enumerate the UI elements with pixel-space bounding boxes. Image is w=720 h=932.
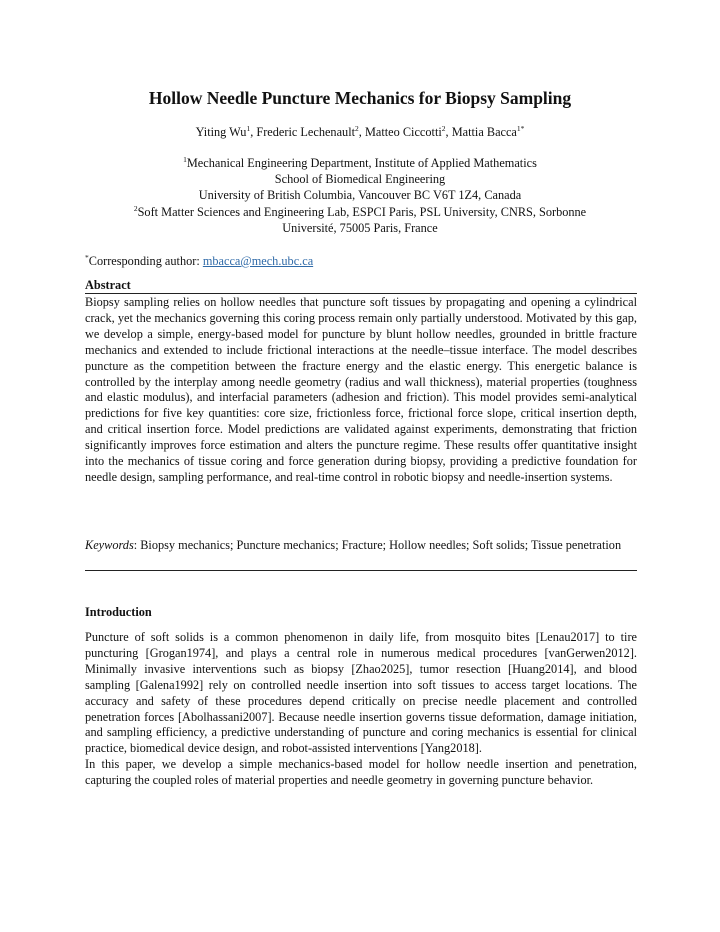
affiliation-1-line-1: $^1$Mechanical Engineering Department, Institute of Applied Mathematics xyxy=(183,154,537,170)
author-name: Mattia Bacca xyxy=(451,125,517,139)
author-affiliation-mark: 1 xyxy=(246,123,251,133)
affiliations xyxy=(60,155,660,236)
introduction-heading: Introduction xyxy=(85,605,152,619)
introduction-paragraph: Puncture of soft solids is a common phenomenon in daily life, from mosquito bites [Lenau2017] to tire puncturing [Grogan1974], and plays a central role in numerous medical procedures [vanGerwen2012]. Minimally invasive interventions such as biopsy [Zhao2025], tumor resection [Huang2014], and blood sampling [Galena1992] rely on controlled needle insertion into soft tissues to access target locations. The accuracy and safety of these procedures depend critically on precise needle placement and controlled penetration forces [Abolhassani2007]. Because needle insertion governs tissue deformation, damage initiation, and sampling efficiency, a predictive understanding of puncture and coring mechanics is essential for clinical practice, biomedical device design, and robot-assisted interventions [Yang2018]. xyxy=(85,630,637,756)
abstract-heading: Abstract xyxy=(85,278,131,292)
abstract-top-rule xyxy=(85,293,637,294)
corresponding-label: Corresponding author: xyxy=(88,254,203,268)
author-separator: , xyxy=(250,125,257,139)
affiliation-mark: 1 xyxy=(183,154,187,164)
author-list xyxy=(0,124,720,140)
abstract-text: Biopsy sampling relies on hollow needles that puncture soft tissues by propagating and opening a cylindrical crack, yet the mechanics governing this coring process remain only partially understood. Motivated by this gap, we develop a simple, energy-based model for puncture by blunt hollow needles, grounded in brittle fracture mechanics and extended to include frictional interactions at the needle–tissue interface. The model describes puncture as the competition between the fracture energy and the elastic energy. This energetic balance is controlled by the interplay among needle geometry (radius and wall thickness), material properties (toughness and elastic modulus), and interfacial parameters (adhesion and friction). This model provides semi-analytical predictions for five key quantities: core size, frictionless force, frictional force slope, critical insertion depth, and critical insertion force. Model predictions are validated against experiments, demonstrating that friction significantly improves force estimation and alters the puncture regime. These results offer quantitative insight into the mechanics of tissue coring and force generation during biopsy, providing a predictive foundation for needle design, sampling performance, and real-time control in robotic biopsy and needle-insertion systems. xyxy=(85,295,637,484)
corresponding-author xyxy=(85,253,313,269)
author-separator: , xyxy=(445,125,452,139)
keywords-label: Keywords xyxy=(85,538,134,552)
affiliation-2-line-2: Université, 75005 Paris, France xyxy=(282,220,438,235)
abstract-bottom-rule xyxy=(85,570,637,571)
author-separator: , xyxy=(358,125,365,139)
author-name: Frederic Lechenault xyxy=(256,125,356,139)
introduction-paragraph: In this paper, we develop a simple mechanics-based model for hollow needle insertion and penetration, capturing the coupled roles of material properties and needle geometry in governing puncture behavior. xyxy=(85,757,637,788)
affiliation-1-line-2: School of Biomedical Engineering xyxy=(274,172,446,187)
paper-title: Hollow Needle Puncture Mechanics for Biopsy Sampling xyxy=(148,88,572,108)
author-affiliation-mark: 2 xyxy=(441,123,446,133)
author-affiliation-mark: 1* xyxy=(516,123,525,133)
affiliation-1-line-3: University of British Columbia, Vancouver BC V6T 1Z4, Canada xyxy=(198,188,522,203)
corresponding-mark: * xyxy=(85,252,89,262)
email-link[interactable]: mbacca@mech.ubc.ca xyxy=(202,254,314,268)
author-name: Yiting Wu xyxy=(195,125,247,139)
author-name: Matteo Ciccotti xyxy=(364,125,442,139)
keywords-text: : Biopsy mechanics; Puncture mechanics; Fracture; Hollow needles; Soft solids; Tissue penetration xyxy=(133,538,622,552)
keywords xyxy=(85,537,637,553)
author-affiliation-mark: 2 xyxy=(355,123,359,133)
affiliation-2-line-1: $^2$Soft Matter Sciences and Engineering Lab, ESPCI Paris, PSL University, CNRS, Sorbonne xyxy=(133,203,587,219)
affiliation-mark: 2 xyxy=(133,203,138,213)
introduction-body xyxy=(85,630,637,789)
